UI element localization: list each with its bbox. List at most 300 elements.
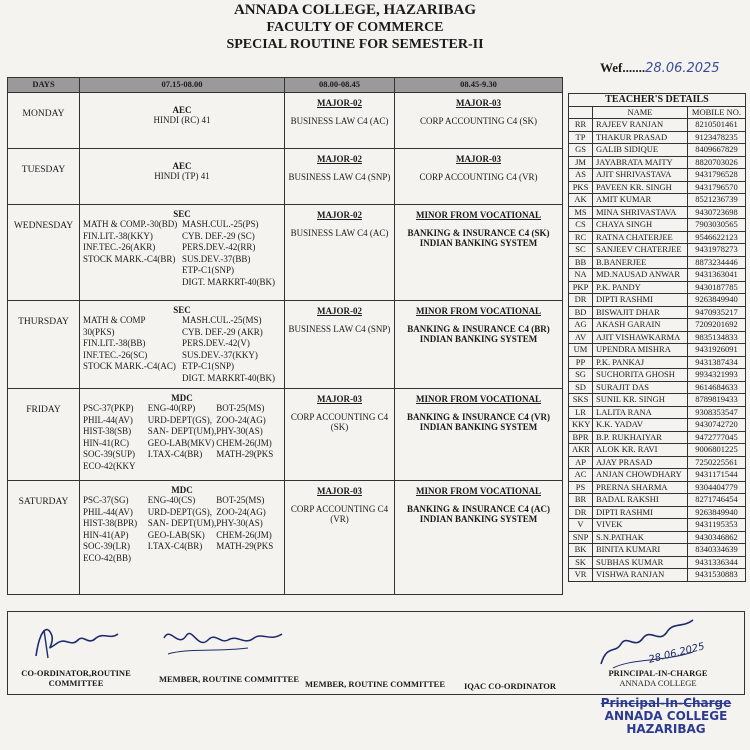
col-slot2: 08.00-08.45	[285, 78, 395, 93]
list-item: ENG-40(RP)	[147, 403, 196, 413]
slot-head: MINOR FROM VOCATIONAL	[416, 306, 541, 316]
stamp-line-2: ANNADA COLLEGE	[604, 709, 728, 723]
teacher-name: B.BANERJEE	[593, 256, 688, 269]
teacher-row	[569, 519, 746, 532]
wef-date	[600, 60, 720, 76]
slot-subject-2: INDIAN BANKING SYSTEM	[419, 334, 538, 344]
member2-label: MEMBER, ROUTINE COMMITTEE	[304, 679, 446, 689]
teacher-code: TP	[569, 131, 593, 144]
teacher-row	[569, 131, 746, 144]
principal-college-label: ANNADA COLLEGE	[619, 678, 697, 688]
col-slot1: 07.15-08.00	[80, 78, 285, 93]
day-friday: FRIDAY	[8, 389, 80, 481]
list-item: PHY-30(AS)	[216, 426, 263, 436]
teacher-mobile: 7903030565	[687, 219, 745, 232]
list-item: FIN.LIT.-38(KKY)	[83, 230, 153, 241]
list-item: HIN-41(RC)	[83, 437, 129, 448]
slot-subject: CORP ACCOUNTING C4	[290, 412, 389, 422]
teacher-row	[569, 544, 746, 557]
list-item: PSC-37(PKP)	[83, 403, 134, 413]
teacher-name: CHAYA SINGH	[593, 219, 688, 232]
slot2-cell	[285, 93, 395, 149]
list-item: HIST-38(BPR)	[83, 518, 138, 528]
routine-table	[7, 77, 563, 595]
table-row	[8, 205, 563, 301]
teacher-mobile: 8789819433	[687, 394, 745, 407]
teacher-row	[569, 319, 746, 332]
list-item: CYB. DEF.-29 (AKR)	[182, 326, 263, 337]
teacher-code: AS	[569, 169, 593, 182]
list-item: URD-DEPT(GS),	[147, 414, 212, 425]
sec-right-list	[182, 219, 281, 288]
teacher-code: AV	[569, 331, 593, 344]
list-item: SUS.DEV.-37(KKY)	[182, 349, 258, 360]
teacher-row	[569, 144, 746, 157]
list-item: MATH & COMP	[83, 315, 146, 325]
teacher-code: AG	[569, 319, 593, 332]
teacher-mobile: 9431363041	[687, 269, 745, 282]
teacher-code: AC	[569, 469, 593, 482]
teacher-code: PP	[569, 356, 593, 369]
list-item: MASH.CUL.-25(PS)	[182, 219, 259, 229]
teacher-name: GALIB SIDIQUE	[593, 144, 688, 157]
teacher-mobile: 9431195353	[687, 519, 745, 532]
teacher-mobile: 9431171544	[687, 469, 745, 482]
teacher-code: DR	[569, 506, 593, 519]
teacher-name: P.K. PANDY	[593, 281, 688, 294]
teacher-code: KKY	[569, 419, 593, 432]
teacher-row	[569, 394, 746, 407]
teacher-row	[569, 444, 746, 457]
list-item: GEO-LAB(SK)	[147, 529, 205, 540]
table-row	[8, 301, 563, 389]
slot1-cell	[80, 389, 285, 481]
list-item: PSC-37(SG)	[83, 495, 129, 505]
teacher-row	[569, 231, 746, 244]
teacher-row	[569, 244, 746, 257]
list-item: FIN.LIT.-38(BB)	[83, 338, 146, 348]
teacher-code: NA	[569, 269, 593, 282]
slot-subject-2: INDIAN BANKING SYSTEM	[419, 514, 538, 524]
teacher-name: JAYABRATA MAITY	[593, 156, 688, 169]
list-item: PHY-30(AS)	[216, 518, 263, 528]
teacher-name: VIVEK	[593, 519, 688, 532]
slot-subject: CORP ACCOUNTING C4	[290, 504, 389, 514]
slot-title: SEC	[173, 209, 191, 219]
slot-line: HINDI (TP) 41	[154, 171, 210, 181]
teacher-mobile: 9431530883	[687, 569, 745, 582]
list-item: MATH-29(PKS	[216, 541, 274, 551]
slot-subject-2: INDIAN BANKING SYSTEM	[419, 238, 538, 248]
list-item: ENG-40(CS)	[147, 495, 196, 505]
slot-head: MAJOR-03	[317, 486, 362, 496]
teacher-name: UPENDRA MISHRA	[593, 344, 688, 357]
teacher-row	[569, 269, 746, 282]
slot-subject: BANKING & INSURANCE C4 (VR)	[406, 412, 550, 422]
teacher-mobile: 9835134833	[687, 331, 745, 344]
principal-signature	[593, 614, 703, 672]
slot-line: HINDI (RC) 41	[153, 115, 211, 125]
teacher-name: RAJEEV RANJAN	[593, 119, 688, 132]
day-wednesday: WEDNESDAY	[8, 205, 80, 301]
slot-head: MAJOR-02	[317, 306, 362, 316]
slot-head: MINOR FROM VOCATIONAL	[416, 486, 541, 496]
teacher-mobile: 9431926091	[687, 344, 745, 357]
slot-title: MDC	[171, 393, 193, 403]
slot2-cell	[285, 481, 395, 595]
teacher-mobile: 9263849940	[687, 506, 745, 519]
teacher-mobile: 7209201692	[687, 319, 745, 332]
list-item: I.TAX-C4(BR)	[147, 449, 203, 459]
teacher-mobile: 9431978273	[687, 244, 745, 257]
list-item: ECO-42(BB)	[83, 552, 131, 563]
slot2-cell	[285, 389, 395, 481]
slot2-cell	[285, 149, 395, 205]
teacher-name: SUBHAS KUMAR	[593, 556, 688, 569]
table-row	[8, 93, 563, 149]
teacher-mobile: 9470935217	[687, 306, 745, 319]
teacher-mobile: 8340334639	[687, 544, 745, 557]
list-item: PHIL-44(AV)	[83, 506, 133, 517]
slot-subject: BANKING & INSURANCE C4 (SK)	[407, 228, 550, 238]
teacher-row	[569, 156, 746, 169]
mdc-col-1	[83, 403, 148, 472]
sec-right-list	[182, 315, 281, 384]
list-item: INF.TEC.-26(AKR)	[83, 242, 156, 252]
list-item: HIN-41(AP)	[83, 529, 129, 540]
teacher-code: LR	[569, 406, 593, 419]
slot-subject: BANKING & INSURANCE C4 (AC)	[406, 504, 550, 514]
list-item: I.TAX-C4(BR)	[147, 541, 203, 551]
teacher-name: AMIT KUMAR	[593, 194, 688, 207]
list-item: ZOO-24(AG)	[216, 506, 266, 517]
list-item: ETP-C1(SNP)	[182, 361, 235, 371]
day-monday: MONDAY	[8, 93, 80, 149]
iqac-label: IQAC CO-ORDINATOR	[463, 681, 556, 691]
list-item: PERS.DEV.-42(V)	[182, 338, 250, 348]
teacher-name: P.K. PANKAJ	[593, 356, 688, 369]
teacher-row	[569, 206, 746, 219]
teacher-row	[569, 169, 746, 182]
teacher-name: LALITA RANA	[593, 406, 688, 419]
teacher-row	[569, 256, 746, 269]
list-item: PERS.DEV.-42(RR)	[182, 242, 256, 252]
slot1-cell	[80, 93, 285, 149]
slot-subject-2: (SK)	[330, 422, 349, 432]
teacher-row	[569, 369, 746, 382]
slot1-cell	[80, 301, 285, 389]
teacher-name: VISHWA RANJAN	[593, 569, 688, 582]
teacher-code: AP	[569, 456, 593, 469]
slot-head: MAJOR-03	[317, 394, 362, 404]
slot-head: MINOR FROM VOCATIONAL	[416, 210, 541, 220]
coordinator-signature	[26, 618, 126, 662]
teacher-code: JM	[569, 156, 593, 169]
teacher-mobile: 9546622123	[687, 231, 745, 244]
routine-title: SPECIAL ROUTINE FOR SEMESTER-II	[226, 37, 484, 52]
list-item: CHEM-26(JM)	[216, 437, 272, 448]
list-item: HIST-38(SB)	[83, 426, 132, 436]
slot-head: MAJOR-03	[456, 98, 501, 108]
teacher-code: SK	[569, 556, 593, 569]
teacher-code: BR	[569, 494, 593, 507]
sec-left-list	[83, 315, 182, 384]
teacher-row	[569, 431, 746, 444]
teacher-name: SUCHORITA GHOSH	[593, 369, 688, 382]
list-item: PHIL-44(AV)	[83, 414, 133, 425]
list-item: ZOO-24(AG)	[216, 414, 266, 425]
teacher-name: S.N.PATHAK	[593, 531, 688, 544]
teacher-mobile: 8873234446	[687, 256, 745, 269]
list-item: ECO-42(KKY	[83, 460, 136, 471]
sec-left-list	[83, 219, 182, 288]
teacher-mobile: 8409667829	[687, 144, 745, 157]
list-item: BOT-25(MS)	[216, 495, 265, 505]
faculty-name: FACULTY OF COMMERCE	[266, 20, 444, 35]
list-item: URD-DEPT(GS),	[147, 506, 212, 517]
list-item: SUS.DEV.-37(BB)	[182, 253, 251, 264]
teacher-code: BD	[569, 306, 593, 319]
table-row	[8, 481, 563, 595]
teacher-mobile: 8820703026	[687, 156, 745, 169]
list-item: GEO-LAB(MKV)	[147, 437, 215, 448]
teacher-row	[569, 344, 746, 357]
teacher-mobile: 9472777045	[687, 431, 745, 444]
teacher-mobile: 9431336344	[687, 556, 745, 569]
teacher-code: SG	[569, 369, 593, 382]
principal-label: PRINCIPAL-IN-CHARGE	[608, 668, 708, 678]
col-mobile: MOBILE NO.	[687, 106, 745, 119]
mdc-col-3	[216, 495, 281, 564]
col-name: NAME	[593, 106, 688, 119]
principal-stamp	[596, 697, 736, 736]
teachers-table	[568, 93, 746, 582]
slot2-cell	[285, 301, 395, 389]
mdc-col-1	[83, 495, 148, 564]
slot-head: MAJOR-02	[317, 210, 362, 220]
teacher-row	[569, 481, 746, 494]
list-item: STOCK MARK.-C4(BR)	[83, 253, 176, 264]
day-tuesday: TUESDAY	[8, 149, 80, 205]
teacher-row	[569, 456, 746, 469]
member1-label: MEMBER, ROUTINE COMMITTEE	[158, 674, 300, 684]
slot2-cell	[285, 205, 395, 301]
teacher-code: CS	[569, 219, 593, 232]
teacher-mobile: 9304404779	[687, 481, 745, 494]
teacher-code: RC	[569, 231, 593, 244]
teacher-code: GS	[569, 144, 593, 157]
teacher-code: BK	[569, 544, 593, 557]
list-item: DIGT. MARKRT-40(BK)	[182, 276, 275, 287]
teacher-row	[569, 381, 746, 394]
teacher-name: AJAY PRASAD	[593, 456, 688, 469]
teacher-row	[569, 294, 746, 307]
teacher-row	[569, 194, 746, 207]
signature-panel	[7, 611, 745, 695]
teacher-name: ALOK KR. RAVI	[593, 444, 688, 457]
teacher-name: THAKUR PRASAD	[593, 131, 688, 144]
slot1-cell	[80, 481, 285, 595]
slot-subject: BUSINESS LAW C4 (SNP)	[288, 172, 391, 182]
teacher-row	[569, 556, 746, 569]
slot3-cell	[395, 389, 563, 481]
slot1-cell	[80, 205, 285, 301]
teacher-row	[569, 306, 746, 319]
teacher-name: SANJEEV CHATERJEE	[593, 244, 688, 257]
teacher-name: AKASH GARAIN	[593, 319, 688, 332]
teacher-name: AJIT VISHAWKARMA	[593, 331, 688, 344]
list-item: MASH.CUL.-25(MS)	[182, 315, 262, 325]
teacher-mobile: 9430346862	[687, 531, 745, 544]
teachers-title: TEACHER'S DETAILS	[569, 94, 746, 107]
slot-subject: CORP ACCOUNTING C4 (VR)	[419, 172, 538, 182]
list-item: BOT-25(MS)	[216, 403, 265, 413]
teacher-name: AJIT SHRIVASTAVA	[593, 169, 688, 182]
teacher-name: K.K. YADAV	[593, 419, 688, 432]
slot3-cell	[395, 205, 563, 301]
teacher-row	[569, 281, 746, 294]
teacher-row	[569, 469, 746, 482]
slot-title: AEC	[172, 105, 192, 115]
teacher-mobile: 9430742720	[687, 419, 745, 432]
col-slot3: 08.45-9.30	[395, 78, 563, 93]
teacher-name: MD.NAUSAD ANWAR	[593, 269, 688, 282]
teacher-code: PKS	[569, 181, 593, 194]
teacher-name: DIPTI RASHMI	[593, 294, 688, 307]
wef-label: Wef.......	[600, 60, 646, 75]
teacher-row	[569, 506, 746, 519]
teacher-code: MS	[569, 206, 593, 219]
teacher-name: PAVEEN KR. SINGH	[593, 181, 688, 194]
teacher-code: V	[569, 519, 593, 532]
teacher-name: BISWAJIT DHAR	[593, 306, 688, 319]
teacher-name: SUNIL KR. SINGH	[593, 394, 688, 407]
teacher-mobile: 7250225561	[687, 456, 745, 469]
teacher-code: SD	[569, 381, 593, 394]
teacher-mobile: 9431796528	[687, 169, 745, 182]
teacher-code: PS	[569, 481, 593, 494]
teacher-mobile: 9263849940	[687, 294, 745, 307]
teacher-row	[569, 419, 746, 432]
teacher-mobile: 9430187785	[687, 281, 745, 294]
slot-subject: BUSINESS LAW C4 (AC)	[290, 228, 389, 238]
wef-date-value: 28.06.2025	[645, 61, 720, 76]
teacher-name: DIPTI RASHMI	[593, 506, 688, 519]
teacher-code: PKP	[569, 281, 593, 294]
list-item: 30(PKS)	[83, 326, 115, 337]
teacher-code: BB	[569, 256, 593, 269]
list-item: STOCK MARK.-C4(AC)	[83, 361, 176, 371]
day-thursday: THURSDAY	[8, 301, 80, 389]
teacher-mobile: 9308353547	[687, 406, 745, 419]
teacher-name: BINITA KUMARI	[593, 544, 688, 557]
mdc-col-2	[148, 403, 217, 472]
slot-subject: BANKING & INSURANCE C4 (BR)	[407, 324, 550, 334]
college-name: ANNADA COLLEGE, HAZARIBAG	[233, 2, 477, 18]
teacher-name: PRERNA SHARMA	[593, 481, 688, 494]
teacher-row	[569, 119, 746, 132]
slot-subject: BUSINESS LAW C4 (AC)	[290, 116, 389, 126]
slot-title: MDC	[171, 485, 193, 495]
teacher-mobile: 9934321993	[687, 369, 745, 382]
coordinator-label: CO-ORDINATOR,ROUTINE COMMITTEE	[21, 668, 131, 688]
principal-sign-date: 28.06.2025	[647, 641, 706, 666]
slot-head: MAJOR-02	[317, 98, 362, 108]
teacher-mobile: 9431387434	[687, 356, 745, 369]
slot-title: SEC	[173, 305, 191, 315]
teacher-row	[569, 219, 746, 232]
teacher-mobile: 9614684633	[687, 381, 745, 394]
teacher-mobile: 9123478235	[687, 131, 745, 144]
col-code	[569, 106, 593, 119]
slot-subject: CORP ACCOUNTING C4 (SK)	[420, 116, 537, 126]
table-row	[8, 389, 563, 481]
teacher-code: RR	[569, 119, 593, 132]
table-row	[8, 149, 563, 205]
teacher-row	[569, 569, 746, 582]
teacher-code: AK	[569, 194, 593, 207]
list-item: DIGT. MARKRT-40(BK)	[182, 372, 275, 383]
teacher-name: BADAL RAKSHI	[593, 494, 688, 507]
teacher-name: B.P. RUKHAIYAR	[593, 431, 688, 444]
teacher-mobile: 8271746454	[687, 494, 745, 507]
teacher-code: UM	[569, 344, 593, 357]
teacher-row	[569, 356, 746, 369]
mdc-col-2	[148, 495, 217, 564]
list-item: SOC-39(SUP)	[83, 449, 136, 459]
list-item: MATH & COMP.-30(BD)	[83, 219, 178, 229]
list-item: SAN- DEPT(UM),	[147, 426, 217, 436]
teacher-mobile: 9006801225	[687, 444, 745, 457]
list-item: CYB. DEF.-29 (SC)	[182, 230, 255, 241]
teacher-name: MINA SHRIVASTAVA	[593, 206, 688, 219]
stamp-line-1: Principal-In-Charge	[600, 696, 732, 710]
slot-subject-2: (VR)	[330, 514, 349, 524]
teacher-code: AKR	[569, 444, 593, 457]
teacher-code: SNP	[569, 531, 593, 544]
slot1-cell	[80, 149, 285, 205]
list-item: CHEM-26(JM)	[216, 529, 272, 540]
teacher-code: SC	[569, 244, 593, 257]
slot3-cell	[395, 481, 563, 595]
col-days: DAYS	[8, 78, 80, 93]
mdc-col-3	[216, 403, 281, 472]
teacher-code: SKS	[569, 394, 593, 407]
teacher-row	[569, 331, 746, 344]
teacher-mobile: 9430723698	[687, 206, 745, 219]
slot3-cell	[395, 149, 563, 205]
slot-title: AEC	[172, 161, 192, 171]
list-item: INF.TEC.-26(SC)	[83, 349, 148, 360]
slot-head: MAJOR-03	[456, 154, 501, 164]
teacher-row	[569, 406, 746, 419]
slot-head: MAJOR-02	[317, 154, 362, 164]
list-item: MATH-29(PKS	[216, 449, 274, 459]
member1-signature	[158, 618, 288, 664]
stamp-line-3: HAZARIBAG	[626, 722, 706, 736]
teacher-name: ANJAN CHOWDHARY	[593, 469, 688, 482]
teacher-mobile: 9431796570	[687, 181, 745, 194]
teacher-code: VR	[569, 569, 593, 582]
slot-head: MINOR FROM VOCATIONAL	[416, 394, 541, 404]
day-saturday: SATURDAY	[8, 481, 80, 595]
list-item: SAN- DEPT(UM),	[147, 518, 217, 528]
teacher-code: BPR	[569, 431, 593, 444]
list-item: SOC-39(LR)	[83, 541, 130, 551]
slot-subject-2: INDIAN BANKING SYSTEM	[419, 422, 538, 432]
slot-subject: BUSINESS LAW C4 (SNP)	[288, 324, 391, 334]
teacher-code: DR	[569, 294, 593, 307]
